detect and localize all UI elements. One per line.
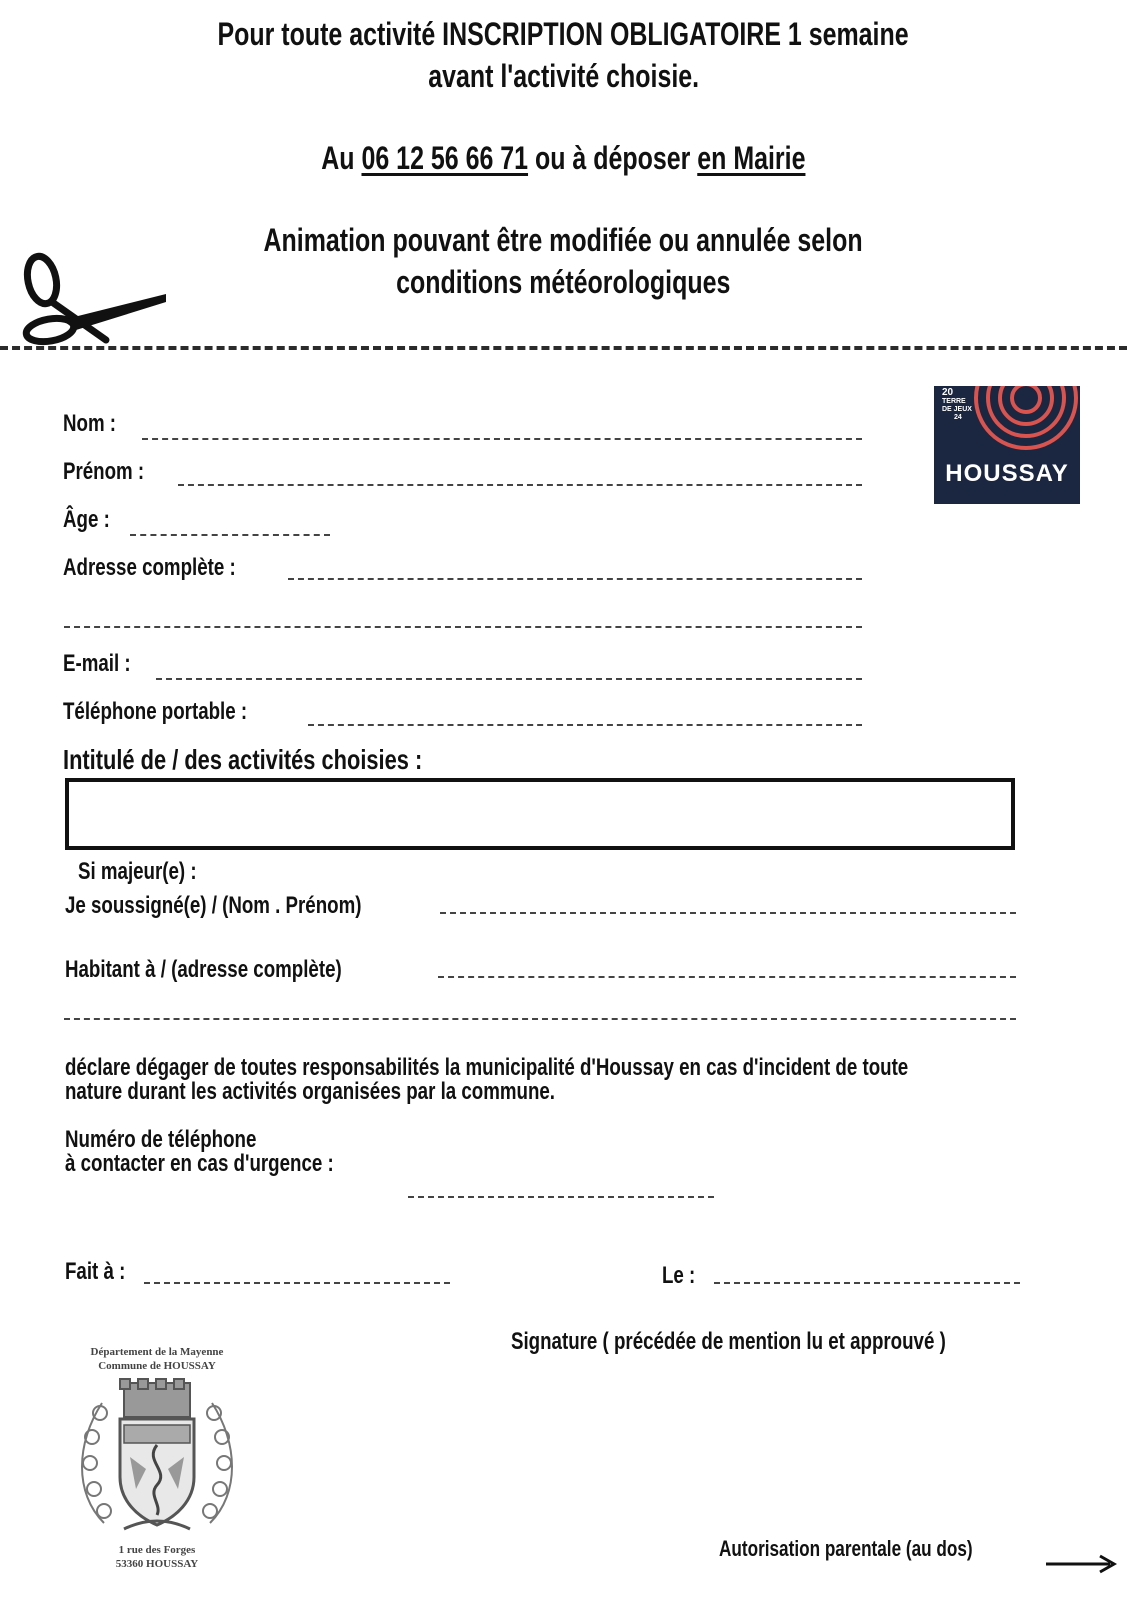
weather-line-2: conditions météorologiques xyxy=(396,264,731,300)
seal-line-4: 53360 HOUSSAY xyxy=(115,1558,199,1570)
label-adresse: Adresse complète : xyxy=(63,554,236,581)
label-habitant: Habitant à / (adresse complète) xyxy=(65,956,342,983)
field-urgence[interactable] xyxy=(408,1196,714,1198)
seal-line-2: Commune de HOUSSAY xyxy=(98,1360,216,1372)
label-soussigne: Je soussigné(e) / (Nom . Prénom) xyxy=(65,892,362,919)
declaration-text xyxy=(65,1056,908,1104)
field-telephone[interactable] xyxy=(308,724,862,726)
field-adresse-line-2[interactable] xyxy=(64,626,862,628)
label-telephone: Téléphone portable : xyxy=(63,698,248,725)
label-fait-a: Fait à : xyxy=(65,1258,126,1285)
field-email[interactable] xyxy=(156,678,862,680)
field-habitant-line-2[interactable] xyxy=(64,1018,1016,1020)
seal-line-1: Département de la Mayenne xyxy=(90,1346,224,1358)
logo-houssay: HOUSSAY xyxy=(945,460,1069,487)
autorisation-parentale: Autorisation parentale (au dos) xyxy=(719,1536,973,1561)
signature-label: Signature ( précédée de mention lu et approuvé ) xyxy=(511,1328,946,1355)
field-fait-a[interactable] xyxy=(144,1282,450,1284)
urgence-line-1: Numéro de téléphone xyxy=(65,1126,257,1153)
label-email: E-mail : xyxy=(63,650,131,677)
label-prenom: Prénom : xyxy=(63,458,145,485)
cut-line xyxy=(0,346,1127,350)
declaration-line-2: nature durant les activités organisées par la commune. xyxy=(65,1078,556,1105)
field-soussigne[interactable] xyxy=(440,912,1016,914)
field-le[interactable] xyxy=(714,1282,1020,1284)
terre-de-jeux-logo xyxy=(934,386,1080,504)
field-nom[interactable] xyxy=(142,438,862,440)
header-line-2: avant l'activité choisie. xyxy=(428,58,699,94)
majeur-heading: Si majeur(e) : xyxy=(78,858,197,885)
urgence-label xyxy=(65,1128,334,1176)
urgence-line-2: à contacter en cas d'urgence : xyxy=(65,1150,334,1177)
seal-line-3: 1 rue des Forges xyxy=(118,1544,196,1556)
logo-tdj-text: 20 TERRE DE JEUX 24 xyxy=(942,387,972,421)
commune-seal xyxy=(64,1345,250,1571)
label-activites: Intitulé de / des activités choisies : xyxy=(63,744,423,775)
arrow-right-icon xyxy=(1046,1554,1118,1574)
label-le: Le : xyxy=(662,1262,696,1289)
scissors-icon xyxy=(16,250,168,350)
field-habitant-line-1[interactable] xyxy=(438,976,1016,978)
weather-line-1: Animation pouvant être modifiée ou annulée selon xyxy=(263,222,864,258)
contact-prefix: Au xyxy=(321,140,362,176)
label-age: Âge : xyxy=(63,506,110,533)
field-adresse-line-1[interactable] xyxy=(288,578,862,580)
phone-number: 06 12 56 66 71 xyxy=(361,140,529,176)
contact-line xyxy=(0,140,1127,177)
field-age[interactable] xyxy=(130,534,330,536)
header-line-1: Pour toute activité INSCRIPTION OBLIGATOIRE 1 semaine xyxy=(217,16,910,52)
declaration-line-1: déclare dégager de toutes responsabilités la municipalité d'Houssay en cas d'incident de toute xyxy=(65,1054,909,1081)
contact-middle: ou à déposer xyxy=(528,140,698,176)
activities-input-box[interactable] xyxy=(65,778,1015,850)
label-nom: Nom : xyxy=(63,410,117,437)
field-prenom[interactable] xyxy=(178,484,862,486)
place-mairie: en Mairie xyxy=(697,140,806,176)
coat-of-arms-icon xyxy=(64,1373,250,1539)
